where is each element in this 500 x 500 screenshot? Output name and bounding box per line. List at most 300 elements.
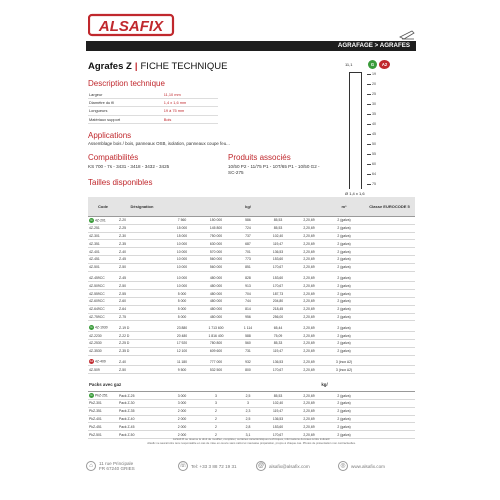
column-header xyxy=(294,197,324,217)
cell: 560 xyxy=(234,339,262,347)
cell: 170,67 xyxy=(262,431,294,439)
cell: 2 (galva) xyxy=(324,217,364,225)
cell: Pack Z-25 xyxy=(118,392,166,400)
cell: 2 (galva) xyxy=(324,248,364,256)
cell: 4Z-509 xyxy=(88,366,118,374)
cell xyxy=(364,347,415,355)
cell: 744 xyxy=(234,297,262,305)
table-row xyxy=(88,217,415,225)
cell: Pack Z-50 xyxy=(118,431,166,439)
email-icon: @ xyxy=(257,463,265,469)
inox-badge: A2 xyxy=(379,60,390,69)
spec-value: 19 à 75 mm xyxy=(163,107,218,115)
table-row xyxy=(88,407,415,415)
cell: 75,09 xyxy=(262,332,294,340)
cell xyxy=(364,339,415,347)
cell: 701 xyxy=(234,248,262,256)
cell: 932 xyxy=(234,359,262,366)
cell: 10 000 xyxy=(166,248,198,256)
cell: 2 (galva) xyxy=(324,313,364,321)
cell: Pack Z-40 xyxy=(118,415,166,423)
cell: Z-22 D xyxy=(118,332,166,340)
cell: 85,33 xyxy=(262,339,294,347)
table-row xyxy=(88,290,415,298)
table-row xyxy=(88,339,415,347)
cell: 136,53 xyxy=(262,248,294,256)
cell: Z-25 xyxy=(118,224,166,232)
packs-unit-header: kg/ xyxy=(234,377,415,392)
packs-heading: Packs avec gaz xyxy=(88,377,234,392)
ruler-tick-label: 64 xyxy=(372,172,376,176)
note-line: Alsafix ne saurait être tenu responsable en cas de mise en œuvre sans calcul et mauvaise préparation, propre à chaque cas. Photos de présentation non contractuelles. xyxy=(147,441,356,445)
staple-drawing xyxy=(349,72,362,189)
table-row xyxy=(88,305,415,313)
cell: 2,20,69 xyxy=(294,347,324,355)
phone-text: Tel: +33 3 88 72 19 31 xyxy=(191,463,237,469)
compatibilites-heading: Compatibilités xyxy=(88,153,139,162)
disclaimer-notes xyxy=(88,437,415,445)
ruler-tick-label: 60 xyxy=(372,162,376,166)
cell: 5 000 xyxy=(166,297,198,305)
cell xyxy=(364,290,415,298)
table-row xyxy=(88,366,415,374)
cell: 4Z-451 xyxy=(88,255,118,263)
cell xyxy=(364,282,415,290)
spec-label: Diamètre du fil xyxy=(88,99,163,107)
cell: 3 000 xyxy=(166,392,198,400)
ruler-tick-label: 50 xyxy=(372,142,376,146)
cell: PkZ-351 xyxy=(88,407,118,415)
wire-diameter-label: Ø 1,4 x 1,6 xyxy=(345,191,365,196)
cell: 136,53 xyxy=(262,415,294,423)
cell: 724 xyxy=(234,224,262,232)
cell: 1 816 400 xyxy=(198,332,234,340)
cell: Z-60 xyxy=(118,297,166,305)
cell xyxy=(364,240,415,248)
cell: 4Z-559CC xyxy=(88,290,118,298)
applications-heading: Applications xyxy=(88,131,132,140)
cell: 2,5 xyxy=(234,415,262,423)
svg-text:ALSAFIX: ALSAFIX xyxy=(98,18,164,35)
cell: 2 (galva) xyxy=(324,263,364,271)
location-icon: ⌂ xyxy=(86,461,96,471)
cell: 218,45 xyxy=(262,305,294,313)
cell: 480 000 xyxy=(198,313,234,321)
spec-row xyxy=(88,115,218,123)
cell: 9 500 xyxy=(166,366,198,374)
cell xyxy=(364,366,415,374)
cell xyxy=(364,232,415,240)
cell: 2,20,69 xyxy=(294,263,324,271)
cell: 851 xyxy=(234,263,262,271)
cell: 102,40 xyxy=(262,232,294,240)
footer-web[interactable] xyxy=(338,461,385,471)
ruler-tick-label: 20 xyxy=(372,82,376,86)
cell: 4Z-2530 xyxy=(88,339,118,347)
staple-width-label: 11,1 xyxy=(345,62,353,67)
cell: 4Z-649CC xyxy=(88,305,118,313)
cell: 630 000 xyxy=(198,240,234,248)
cell: 3 (inox A2) xyxy=(324,359,364,366)
cell: 4Z-251 xyxy=(88,224,118,232)
cell: 85,53 xyxy=(262,392,294,400)
cell: 1 114 xyxy=(234,324,262,331)
cell xyxy=(364,217,415,225)
cell: 11 180 xyxy=(166,359,198,366)
description-heading: Description technique xyxy=(88,79,165,88)
spec-value: 1,4 x 1,6 mm xyxy=(163,99,218,107)
column-header: Désignation xyxy=(118,197,166,217)
cell: Z-50 xyxy=(118,263,166,271)
cell-code xyxy=(88,324,118,331)
cell: Pack Z-45 xyxy=(118,423,166,431)
cell xyxy=(364,423,415,431)
cell: 15 000 xyxy=(166,224,198,232)
table-row xyxy=(88,415,415,423)
cell: 687 xyxy=(234,240,262,248)
cell: 3 xyxy=(198,392,234,400)
cell: 10 000 xyxy=(166,240,198,248)
cell: Z-20 xyxy=(118,217,166,225)
cell: 480 000 xyxy=(198,275,234,282)
cell: 3 000 xyxy=(166,399,198,407)
cell xyxy=(364,297,415,305)
ruler-tick-label: 25 xyxy=(372,92,376,96)
cell xyxy=(364,313,415,321)
cell: 2 (galva) xyxy=(324,324,364,331)
cell: 2 (galva) xyxy=(324,339,364,347)
cell: 2,20,69 xyxy=(294,224,324,232)
cell: 5 000 xyxy=(166,290,198,298)
cell: 204,80 xyxy=(262,297,294,305)
cell: 2 (galva) xyxy=(324,431,364,439)
cell: 2 (galva) xyxy=(324,407,364,415)
cell: 7 560 xyxy=(166,217,198,225)
cell: 170,67 xyxy=(262,263,294,271)
cell: 2,20,69 xyxy=(294,366,324,374)
cell: 23 880 xyxy=(166,324,198,331)
cell: Z-35 xyxy=(118,240,166,248)
cell: 170,67 xyxy=(262,366,294,374)
cell xyxy=(364,392,415,400)
stapler-icon xyxy=(398,27,416,41)
cell: 17 920 xyxy=(166,339,198,347)
cell: 2,20,69 xyxy=(294,217,324,225)
table-row xyxy=(88,332,415,340)
cell: 2,20,69 xyxy=(294,431,324,439)
cell xyxy=(364,399,415,407)
ruler-tick-label: 19 xyxy=(372,72,376,76)
ruler-tick-label: 30 xyxy=(372,102,376,106)
table-row xyxy=(88,275,415,282)
galva-badge: G xyxy=(90,325,93,330)
cell: 586 xyxy=(234,217,262,225)
cell: 119,47 xyxy=(262,407,294,415)
cell: PkZ-501 xyxy=(88,431,118,439)
tailles-heading: Tailles disponibles xyxy=(88,178,153,187)
cell: 20 480 xyxy=(166,332,198,340)
cell: 480 000 xyxy=(198,290,234,298)
spec-value: Bois xyxy=(163,115,218,123)
footer-phone xyxy=(178,461,237,471)
footer xyxy=(86,445,416,500)
cell: Z-75 xyxy=(118,313,166,321)
cell: 4Z-759CC xyxy=(88,313,118,321)
cell: 3,1 xyxy=(234,431,262,439)
column-header xyxy=(198,197,234,217)
table-row xyxy=(88,255,415,263)
cell: 560 000 xyxy=(198,255,234,263)
cell: 4Z-409 xyxy=(95,359,106,364)
cell: 2,20,69 xyxy=(294,392,324,400)
cell: Z-64 xyxy=(118,305,166,313)
footer-email[interactable] xyxy=(256,461,310,471)
cell xyxy=(364,305,415,313)
cell: 187,73 xyxy=(262,290,294,298)
cell: 2,20,69 xyxy=(294,305,324,313)
cell: 4Z-509CC xyxy=(88,282,118,290)
cell: Z-45 xyxy=(118,275,166,282)
cell: Pack Z-30 xyxy=(118,399,166,407)
cell: 2,20,69 xyxy=(294,423,324,431)
cell: 3 (inox A2) xyxy=(324,366,364,374)
cell: 2 (galva) xyxy=(324,392,364,400)
cell: 2,5 xyxy=(234,392,262,400)
cell: Z-25 D xyxy=(118,339,166,347)
spec-label: Largeur xyxy=(88,91,163,99)
column-header: Classe EUROCODE 5 xyxy=(364,197,415,217)
cell: 2,20,69 xyxy=(294,313,324,321)
cell: 2,20,69 xyxy=(294,297,324,305)
ruler-tick-label: 35 xyxy=(372,112,376,116)
cell: 2 (galva) xyxy=(324,240,364,248)
cell: 2 000 xyxy=(166,431,198,439)
cell: 2,20,69 xyxy=(294,240,324,248)
title-sub: FICHE TECHNIQUE xyxy=(140,61,228,72)
cell: 15 000 xyxy=(166,232,198,240)
spec-value: 11,10 mm xyxy=(163,91,218,99)
cell: 570 000 xyxy=(198,248,234,256)
cell-code xyxy=(88,359,118,366)
cell: 5 000 xyxy=(166,313,198,321)
cell: 2 xyxy=(198,415,234,423)
cell: 256,00 xyxy=(262,313,294,321)
column-header xyxy=(166,197,198,217)
cell: 12 100 xyxy=(166,347,198,355)
cell: 153,60 xyxy=(262,275,294,282)
cell xyxy=(364,248,415,256)
cell: 2,20,69 xyxy=(294,290,324,298)
footer-address xyxy=(86,461,135,471)
table-row xyxy=(88,240,415,248)
table-row xyxy=(88,232,415,240)
cell: Z-30 xyxy=(118,232,166,240)
packs-header-row xyxy=(88,377,415,392)
cell: Z-35 D xyxy=(118,347,166,355)
cell: 560 000 xyxy=(198,263,234,271)
cell xyxy=(364,255,415,263)
cell: Z-55 xyxy=(118,290,166,298)
spec-row xyxy=(88,99,218,107)
cell: 2,20,69 xyxy=(294,415,324,423)
cell: 588 xyxy=(234,332,262,340)
web-link[interactable]: www.alsafix.com xyxy=(351,463,385,469)
inox-badge: A2 xyxy=(89,359,94,364)
cell: 480 000 xyxy=(198,305,234,313)
cell: 119,47 xyxy=(262,347,294,355)
sizes-table xyxy=(88,197,415,439)
cell: 2,3 xyxy=(234,407,262,415)
cell: 814 xyxy=(234,305,262,313)
phone-icon: ☏ xyxy=(179,463,187,469)
cell: 4Z-2230 xyxy=(88,332,118,340)
cell: 2,20,69 xyxy=(294,339,324,347)
cell: 153,60 xyxy=(262,255,294,263)
length-ruler xyxy=(372,72,392,190)
column-header: kg/ xyxy=(234,197,262,217)
globe-icon: ◎ xyxy=(338,461,348,471)
galva-badge: G xyxy=(90,393,93,398)
cell: 2 (galva) xyxy=(324,255,364,263)
cell: 102,40 xyxy=(262,399,294,407)
note-line: ALSAFIX se réserve le droit de modifier, compléter, certaines caractéristiques techniques, informations données à titre indicatif. xyxy=(172,437,331,441)
cell: 2,20,69 xyxy=(294,232,324,240)
table-row xyxy=(88,224,415,232)
cell: 2,20,69 xyxy=(294,407,324,415)
cell: 2 (galva) xyxy=(324,347,364,355)
cell: 2,20,69 xyxy=(294,255,324,263)
cell: 4Z-301 xyxy=(88,232,118,240)
cell: 2 (galva) xyxy=(324,305,364,313)
alsafix-logo xyxy=(88,12,176,38)
cell: 800 xyxy=(234,366,262,374)
produits-associes-text: 10/50 P2 - 11/75 P1 - 10T/65 P1 - 10/50 G2 - SC-275 xyxy=(228,164,320,175)
column-header: m³ xyxy=(324,197,364,217)
table-row xyxy=(88,324,415,331)
cell: 4Z-501 xyxy=(88,263,118,271)
cell: 609 600 xyxy=(198,347,234,355)
cell: 750 000 xyxy=(198,232,234,240)
cell: 10 000 xyxy=(166,263,198,271)
table-row xyxy=(88,248,415,256)
cell: PkZ-401 xyxy=(88,415,118,423)
cell: 4Z-459CC xyxy=(88,275,118,282)
cell: 2 (galva) xyxy=(324,297,364,305)
cell: 4Z-351 xyxy=(88,240,118,248)
cell: 704 xyxy=(234,290,262,298)
cell xyxy=(364,275,415,282)
cell: Z-45 xyxy=(118,255,166,263)
cell: 2 (galva) xyxy=(324,282,364,290)
cell: 4Z-1930 xyxy=(95,325,108,330)
cell-code xyxy=(88,217,118,225)
cell xyxy=(364,407,415,415)
galva-badge: G xyxy=(90,217,93,222)
cell: 773 xyxy=(234,255,262,263)
cell: 2 (galva) xyxy=(324,332,364,340)
table-row xyxy=(88,313,415,321)
cell: 1 713 600 xyxy=(198,324,234,331)
cell: 480 000 xyxy=(198,282,234,290)
cell: 4Z-609CC xyxy=(88,297,118,305)
cell: 2,20,69 xyxy=(294,399,324,407)
cell: PkZ-251 xyxy=(95,393,108,398)
spec-table xyxy=(88,91,218,124)
ruler-tick-label: 40 xyxy=(372,122,376,126)
cell xyxy=(364,224,415,232)
cell: 2 (galva) xyxy=(324,423,364,431)
cell: 2 000 xyxy=(166,407,198,415)
category-label: AGRAFAGE > AGRAFES xyxy=(316,41,416,51)
table-row xyxy=(88,347,415,355)
cell xyxy=(364,359,415,366)
cell: 4Z-3530 xyxy=(88,347,118,355)
spec-row xyxy=(88,107,218,115)
address-text: 11 rue Principale FR 67240 GRIES xyxy=(99,461,135,471)
galva-badge: G xyxy=(368,60,377,69)
cell: 2 (galva) xyxy=(324,415,364,423)
cell: 85,53 xyxy=(262,224,294,232)
ruler-tick-label: 45 xyxy=(372,132,376,136)
ruler-tick-label: 55 xyxy=(372,152,376,156)
cell: Pack Z-35 xyxy=(118,407,166,415)
cell: 2 (galva) xyxy=(324,290,364,298)
cell: 731 xyxy=(234,347,262,355)
cell: 85,53 xyxy=(262,217,294,225)
cell xyxy=(364,332,415,340)
cell: 2 xyxy=(198,423,234,431)
table-header-row xyxy=(88,197,415,217)
cell: PkZ-451 xyxy=(88,423,118,431)
cell: 2 000 xyxy=(166,415,198,423)
cell: 170,67 xyxy=(262,282,294,290)
table-row xyxy=(88,392,415,400)
cell: 2 (galva) xyxy=(324,399,364,407)
cell: 2,20,69 xyxy=(294,282,324,290)
cell: 2,20,69 xyxy=(294,324,324,331)
cell: Z-40 xyxy=(118,248,166,256)
cell: 737 xyxy=(234,232,262,240)
cell: 532 500 xyxy=(198,366,234,374)
cell: Z-50 xyxy=(118,366,166,374)
cell: 10 000 xyxy=(166,282,198,290)
cell: 3 xyxy=(198,399,234,407)
cell: 4Z-401 xyxy=(88,248,118,256)
cell: 777 000 xyxy=(198,359,234,366)
cell: 2 (galva) xyxy=(324,275,364,282)
table-row xyxy=(88,423,415,431)
cell: 5 000 xyxy=(166,305,198,313)
produits-associes-heading: Produits associés xyxy=(228,153,291,162)
title-separator: | xyxy=(134,61,138,72)
cell: 10 000 xyxy=(166,255,198,263)
cell: 2,20,69 xyxy=(294,359,324,366)
cell: 828 xyxy=(234,275,262,282)
page-title xyxy=(88,61,227,72)
cell: 780 800 xyxy=(198,339,234,347)
cell: Z-50 xyxy=(118,282,166,290)
cell: 2 000 xyxy=(166,423,198,431)
cell: 480 000 xyxy=(198,297,234,305)
cell: 2,8 xyxy=(234,423,262,431)
spec-label: Longueurs xyxy=(88,107,163,115)
cell: 4Z-201 xyxy=(95,218,106,223)
table-row xyxy=(88,399,415,407)
title-main: Agrafes Z xyxy=(88,61,132,72)
cell xyxy=(364,263,415,271)
cell-code xyxy=(88,392,118,400)
email-link[interactable]: alsafix@alsafix.com xyxy=(269,463,310,469)
